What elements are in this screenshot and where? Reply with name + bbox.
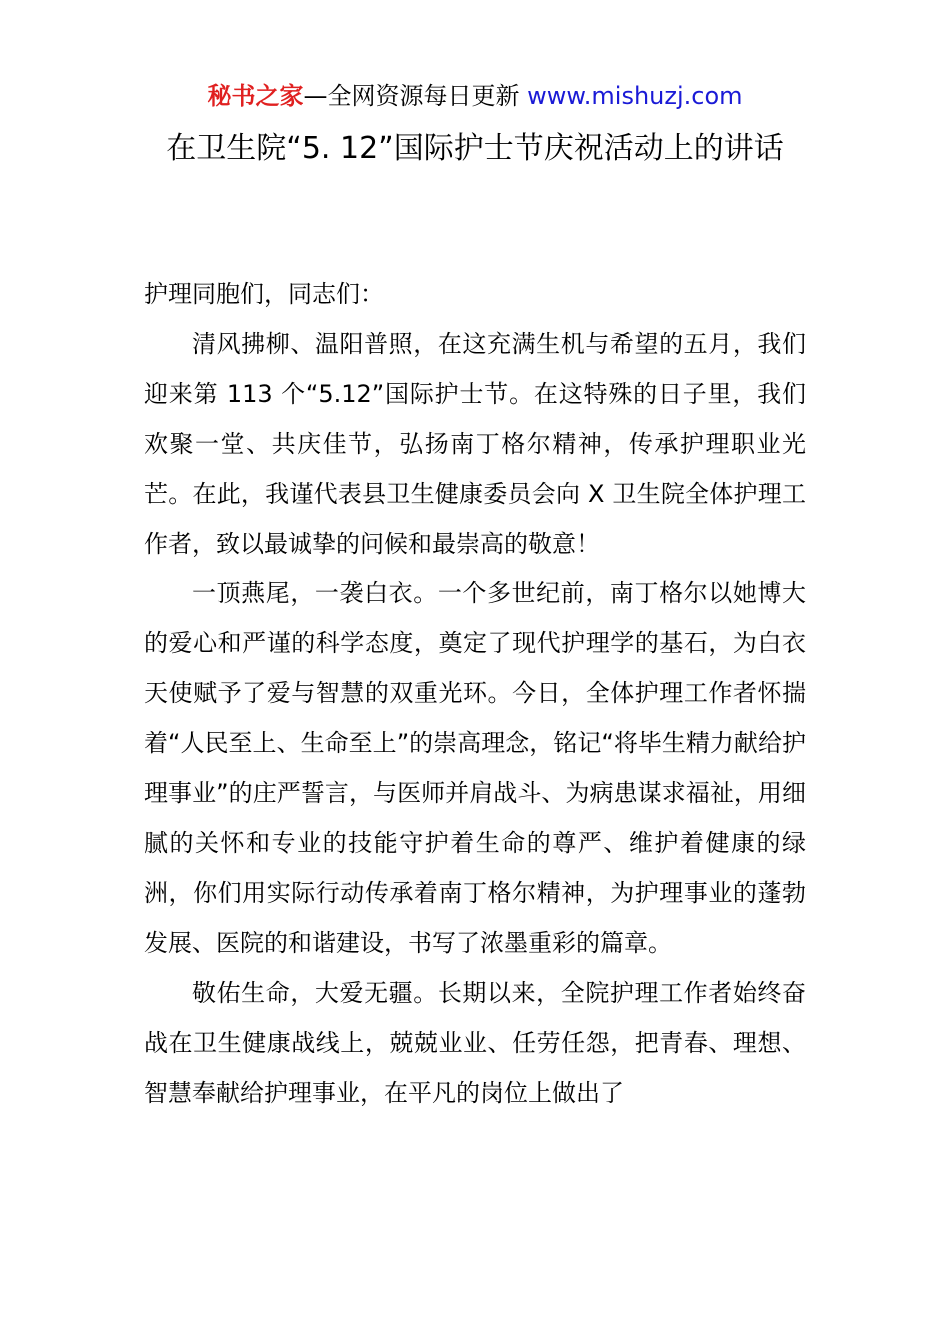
document-body [144, 270, 806, 1118]
site-tagline: —全网资源每日更新 [303, 82, 528, 110]
salutation: 护理同胞们，同志们： [144, 280, 384, 308]
site-url-link[interactable]: www.mishuzj.com [527, 82, 743, 110]
document-title: 在卫生院“5. 12”国际护士节庆祝活动上的讲话 [166, 131, 784, 166]
paragraph-3: 敬佑生命，大爱无疆。长期以来，全院护理工作者始终奋战在卫生健康战线上，兢兢业业、任劳任怨，把青春、理想、智慧奉献给护理事业，在平凡的岗位上做出了 [144, 978, 806, 1107]
site-header [0, 80, 950, 112]
paragraph-2: 一顶燕尾，一袭白衣。一个多世纪前，南丁格尔以她博大的爱心和严谨的科学态度，奠定了现代护理学的基石，为白衣天使赋予了爱与智慧的双重光环。今日，全体护理工作者怀揣着“人民至上、生命至上”的崇高理念，铭记“将毕生精力献给护理事业”的庄严誓言，与医师并肩战斗、为病患谋求福祉，用细腻的关怀和专业的技能守护着生命的尊严、维护着健康的绿洲，你们用实际行动传承着南丁格尔精神，为护理事业的蓬勃发展、医院的和谐建设，书写了浓墨重彩的篇章。 [144, 579, 806, 957]
site-brand: 秘书之家 [207, 82, 304, 110]
paragraph-1: 清风拂柳、温阳普照，在这充满生机与希望的五月，我们迎来第 113 个“5.12”国际护士节。在这特殊的日子里，我们欢聚一堂、共庆佳节，弘扬南丁格尔精神，传承护理职业光芒。在此，我谨代表县卫生健康委员会向 X 卫生院全体护理工作者，致以最诚挚的问候和最崇高的敬意！ [144, 329, 806, 558]
